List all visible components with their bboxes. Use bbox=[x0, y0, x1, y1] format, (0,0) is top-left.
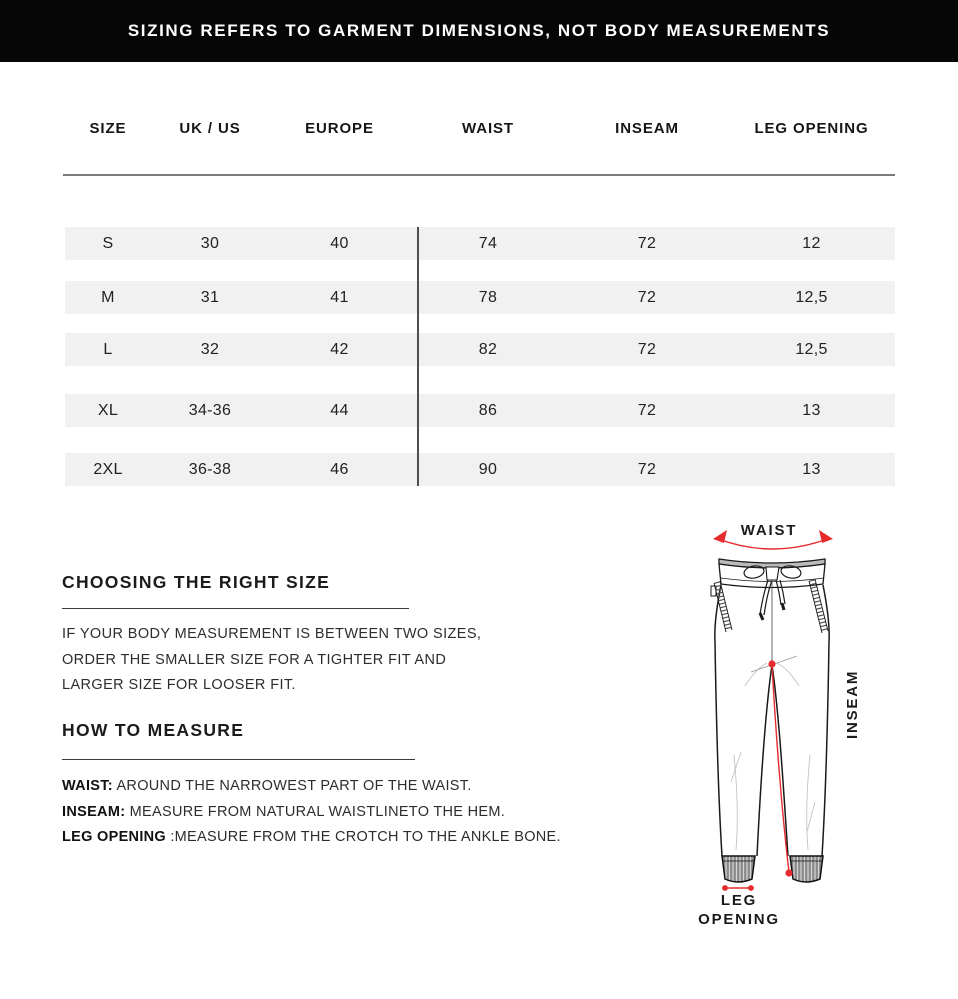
measure-item-inseam bbox=[62, 800, 561, 826]
right-cuff bbox=[790, 854, 823, 886]
left-cuff bbox=[722, 854, 755, 886]
inseam-line bbox=[768, 660, 792, 876]
table-row-l bbox=[65, 333, 895, 366]
measure-item-label: LEG OPENING bbox=[62, 829, 167, 845]
table-cell: 72 bbox=[637, 289, 657, 306]
measure-item-leg-opening bbox=[62, 825, 561, 851]
table-cell: 2XL bbox=[93, 461, 123, 478]
table-cell: 13 bbox=[802, 402, 821, 419]
choosing-size-text-line: IF YOUR BODY MEASUREMENT IS BETWEEN TWO SIZES, bbox=[62, 626, 482, 642]
header-divider-line bbox=[63, 174, 895, 176]
table-vertical-divider bbox=[417, 227, 419, 486]
inseam-label: INSEAM bbox=[844, 669, 861, 739]
table-cell: 13 bbox=[802, 461, 821, 478]
choosing-size-text-line: LARGER SIZE FOR LOOSER FIT. bbox=[62, 677, 296, 693]
table-cell: 72 bbox=[637, 402, 657, 419]
table-cell: 72 bbox=[637, 341, 657, 358]
heading-underline bbox=[62, 759, 415, 760]
sizing-disclaimer-banner bbox=[0, 0, 958, 62]
table-cell: 36-38 bbox=[188, 461, 232, 478]
table-row-m bbox=[65, 281, 895, 314]
svg-text:LEG: LEG bbox=[720, 892, 758, 909]
table-cell: 86 bbox=[478, 402, 498, 419]
table-cell: 12 bbox=[802, 235, 821, 252]
leg-opening-line bbox=[722, 885, 754, 891]
measure-item-text: :MEASURE FROM THE CROTCH TO THE ANKLE BONE. bbox=[166, 829, 561, 845]
choosing-size-paragraph bbox=[62, 622, 481, 699]
table-cell: 90 bbox=[478, 461, 498, 478]
column-header-europe: EUROPE bbox=[305, 120, 374, 137]
measure-item-waist bbox=[62, 774, 561, 800]
table-cell: 72 bbox=[637, 461, 657, 478]
pants-diagram bbox=[655, 500, 958, 960]
waist-label: WAIST bbox=[740, 522, 798, 539]
measure-item-text: AROUND THE NARROWEST PART OF THE WAIST. bbox=[112, 778, 472, 794]
measure-item-text: MEASURE FROM NATURAL WAISTLINETO THE HEM. bbox=[125, 803, 506, 820]
pants-diagram-svg bbox=[655, 500, 958, 960]
hem-dot bbox=[785, 869, 792, 876]
how-to-measure-section bbox=[62, 720, 561, 851]
measure-instructions bbox=[62, 774, 561, 851]
table-cell: 12,5 bbox=[795, 289, 828, 306]
table-row-2xl bbox=[65, 453, 895, 486]
table-cell: S bbox=[102, 235, 114, 252]
table-cell: 41 bbox=[330, 289, 349, 306]
size-table-header-row bbox=[65, 112, 895, 146]
choosing-size-text-line: ORDER THE SMALLER SIZE FOR A TIGHTER FIT AND bbox=[62, 651, 447, 668]
table-cell: L bbox=[103, 341, 113, 358]
svg-text:OPENING: OPENING bbox=[698, 911, 780, 928]
crotch-dot bbox=[768, 660, 775, 667]
table-cell: 78 bbox=[478, 289, 498, 306]
table-cell: 32 bbox=[200, 341, 220, 358]
table-cell: 12,5 bbox=[795, 341, 828, 358]
table-cell: 40 bbox=[330, 235, 349, 252]
table-cell: 46 bbox=[330, 461, 349, 478]
table-cell: 74 bbox=[478, 235, 498, 252]
right-pocket-hatch bbox=[809, 579, 828, 633]
table-row-xl bbox=[65, 394, 895, 427]
column-header-uk-us: UK / US bbox=[179, 120, 241, 137]
table-cell: 30 bbox=[200, 235, 220, 252]
column-header-leg-opening: LEG OPENING bbox=[754, 120, 869, 137]
how-to-measure-heading: HOW TO MEASURE bbox=[62, 720, 245, 740]
measure-item-label: INSEAM: bbox=[62, 803, 126, 820]
table-row-s bbox=[65, 227, 895, 260]
measure-item-label: WAIST: bbox=[62, 778, 113, 794]
size-table-body bbox=[65, 227, 895, 486]
table-cell: M bbox=[101, 289, 115, 306]
table-cell: 44 bbox=[330, 402, 349, 419]
table-cell: 82 bbox=[478, 341, 498, 358]
column-header-waist: WAIST bbox=[462, 120, 514, 137]
column-header-inseam: INSEAM bbox=[615, 120, 679, 137]
table-cell: 42 bbox=[330, 341, 349, 358]
choosing-size-heading: CHOOSING THE RIGHT SIZE bbox=[62, 572, 331, 592]
choosing-size-section bbox=[62, 572, 481, 699]
leg-opening-label bbox=[698, 892, 780, 928]
table-cell: 34-36 bbox=[188, 402, 232, 419]
table-cell: 72 bbox=[637, 235, 657, 252]
banner-text: SIZING REFERS TO GARMENT DIMENSIONS, NOT BODY MEASUREMENTS bbox=[127, 21, 831, 40]
heading-underline bbox=[62, 608, 409, 609]
table-cell: 31 bbox=[200, 289, 220, 306]
column-header-size: SIZE bbox=[89, 120, 127, 137]
table-cell: XL bbox=[97, 402, 119, 419]
